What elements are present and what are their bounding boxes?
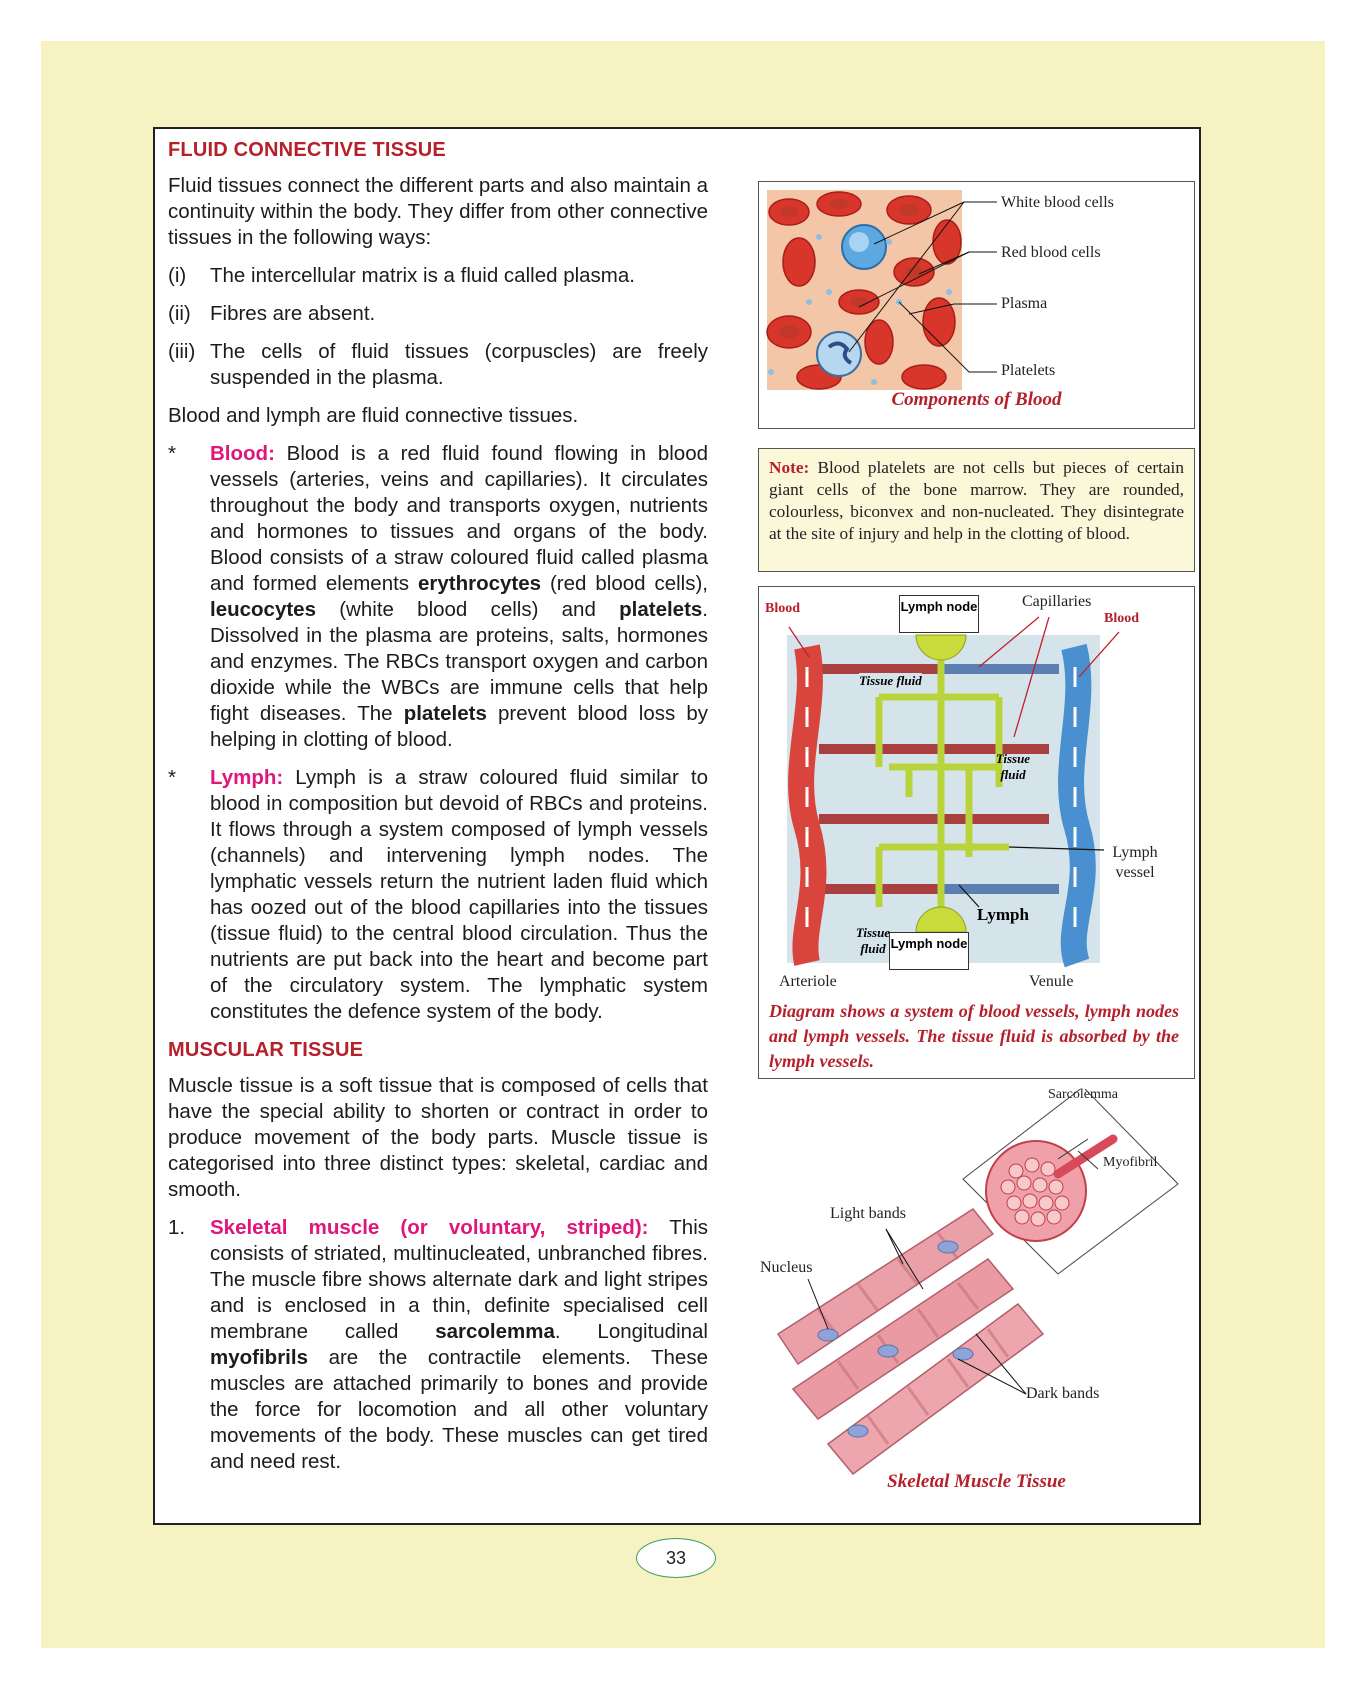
skeletal-paragraph (168, 1215, 708, 1475)
list-number: (ii) (168, 302, 191, 325)
term-erythrocytes: erythrocytes (417, 572, 542, 595)
label-lymph: Lymph (977, 905, 1029, 924)
term-leucocytes: leucocytes (210, 598, 316, 621)
lymph-paragraph (168, 765, 708, 1025)
list-text: Fibres are absent. (210, 302, 376, 325)
label-venule: Venule (1029, 973, 1074, 990)
venule-vessel (1071, 647, 1083, 963)
list-number: 1. (168, 1216, 186, 1239)
label-blood-right: Blood (1104, 611, 1140, 626)
label-capillaries: Capillaries (1022, 593, 1092, 610)
label-arteriole: Arteriole (779, 973, 837, 990)
page-number: 33 (636, 1538, 716, 1578)
list-item (168, 301, 708, 327)
lymph-diagram (759, 587, 1196, 987)
caption-skeletal-muscle: Skeletal Muscle Tissue (887, 1471, 1066, 1492)
term-sarcolemma: sarcolemma (435, 1320, 555, 1343)
fluid-summary: Blood and lymph are fluid connective tissues. (168, 404, 579, 427)
nucleus (818, 1329, 838, 1341)
label-tissue-fluid-2 (991, 751, 1035, 783)
list-text: The intercellular matrix is a fluid called plasma. (210, 264, 635, 287)
label-white-blood-cells: White blood cells (1001, 194, 1114, 211)
list-number: (i) (168, 264, 187, 287)
term-myofibrils: myofibrils (210, 1346, 308, 1369)
term-platelets: platelets (619, 598, 703, 621)
label-myofibril: Myofibril (1103, 1155, 1158, 1170)
fluid-intro: Fluid tissues connect the different parts and also maintain a continuity within the body. They differ from other connective tissues in the following ways: (168, 174, 708, 249)
blood-text-5: prevent blood loss by helping in clotting of blood. (210, 702, 708, 751)
list-text: The cells of fluid tissues (corpuscles) are freely suspended in the plasma. (210, 340, 708, 389)
lymph-vessel-line1: Lymph (1112, 844, 1158, 861)
white-blood-cell-2 (817, 332, 861, 376)
rbc (783, 238, 815, 286)
label-lymph-vessel (1109, 843, 1161, 883)
heading-muscular-tissue: MUSCULAR TISSUE (168, 1039, 364, 1061)
lymph-vessel-line2: vessel (1115, 864, 1155, 881)
blood-text-4: . Dissolved in the plasma are proteins, salts, hormones and enzymes. The RBCs transport oxygen and carbon dioxide while the WBCs are immune cells that help fight diseases. The (210, 598, 708, 725)
label-tissue-fluid-3 (851, 925, 895, 957)
blood-text (210, 441, 708, 753)
nucleus (938, 1241, 958, 1253)
blood-text-2: (red blood cells), (541, 572, 708, 595)
list-item (168, 339, 708, 391)
content-frame (153, 127, 1201, 1525)
label-tissue-fluid-1: Tissue fluid (859, 673, 922, 688)
skeletal-text-2: . Longitudinal (554, 1320, 708, 1343)
label-nucleus: Nucleus (760, 1259, 813, 1276)
blood-term: Blood: (210, 442, 275, 465)
skeletal-term: Skeletal muscle (or voluntary, striped): (210, 1216, 649, 1239)
blood-components-figure (758, 181, 1195, 429)
skeletal-muscle-figure (758, 1089, 1195, 1519)
skeletal-text-3: are the contractile elements. These muscles are attached primarily to bones and provide the force for locomotion and all other voluntary movements of the body. These muscles can get tired and need rest. (210, 1346, 708, 1473)
bullet: * (168, 766, 176, 789)
blood-paragraph (168, 441, 708, 753)
muscular-intro: Muscle tissue is a soft tissue that is composed of cells that have the special ability to shorten or contract in order to produce movement of the body parts. Muscle tissue is categorised into three distinct types: skeletal, cardiac and smooth. (168, 1074, 708, 1201)
skeletal-text (210, 1215, 708, 1475)
list-item (168, 263, 708, 289)
label-red-blood-cells: Red blood cells (1001, 244, 1101, 261)
text-column (168, 129, 708, 1487)
caption-components-of-blood: Components of Blood (891, 389, 1062, 410)
note-text: Blood platelets are not cells but pieces of certain giant cells of the bone marrow. They are rounded, colourless, biconvex and non-nucleated. They disintegrate at the site of injury and help in the clotting of blood. (769, 458, 1184, 543)
label-light-bands: Light bands (830, 1205, 906, 1222)
term-platelets-2: platelets (403, 702, 487, 725)
heading-fluid-connective-tissue: FLUID CONNECTIVE TISSUE (168, 139, 446, 161)
label-platelets: Platelets (1001, 362, 1056, 379)
blood-text-1: Blood is a red fluid found flowing in blood vessels (arteries, veins and capillaries). It circulates throughout the body and transports oxygen, nutrients and hormones to tissues and organs of the body. Blood consists of a straw coloured fluid called plasma and formed elements (210, 442, 708, 595)
tissue-fluid-2-line2: fluid (1000, 767, 1026, 782)
nucleus (848, 1425, 868, 1437)
tissue-fluid-3-line2: fluid (860, 941, 886, 956)
label-lymph-node-bottom: Lymph node (889, 932, 969, 970)
lymph-text (210, 765, 708, 1025)
note-label: Note: (769, 458, 810, 477)
list-number: (iii) (168, 340, 196, 363)
nucleus (953, 1348, 973, 1360)
label-blood-left: Blood (765, 601, 801, 616)
bullet: * (168, 442, 176, 465)
rbc (865, 320, 893, 364)
lymph-term: Lymph: (210, 766, 284, 789)
tissue-fluid-3-line1: Tissue (855, 925, 891, 940)
caption-lymph-diagram: Diagram shows a system of blood vessels, lymph nodes and lymph vessels. The tissue fluid is absorbed by the lymph vessels. (769, 1001, 1179, 1071)
label-plasma: Plasma (1001, 295, 1048, 312)
label-lymph-node-top: Lymph node (899, 595, 979, 633)
blood-text-3: (white blood cells) and (315, 598, 620, 621)
muscle-illustration (758, 1089, 1195, 1489)
label-dark-bands: Dark bands (1026, 1385, 1100, 1402)
nucleus (878, 1345, 898, 1357)
tissue-fluid-2-line1: Tissue (995, 751, 1031, 766)
label-sarcolemma: Sarcolemma (1048, 1087, 1118, 1102)
skeletal-text-1: This consists of striated, multinucleated, unbranched fibres. The muscle fibre shows alternate dark and light stripes and is enclosed in a thin, definite specialised cell membrane called (210, 1216, 708, 1343)
note-box (758, 448, 1195, 572)
lymph-body: Lymph is a straw coloured fluid similar to blood in composition but devoid of RBCs and proteins. It flows through a system composed of lymph vessels (channels) and intervening lymph nodes. The lymphatic vessels return the nutrient laden fluid which has oozed out of the blood capillaries into the tissues (tissue fluid) to the central blood circulation. Thus the nutrients are put back into the heart and become part of the circulatory system. The lymphatic system constitutes the defence system of the body. (210, 766, 708, 1023)
rbc (902, 365, 946, 389)
lymph-system-figure (758, 586, 1195, 1079)
